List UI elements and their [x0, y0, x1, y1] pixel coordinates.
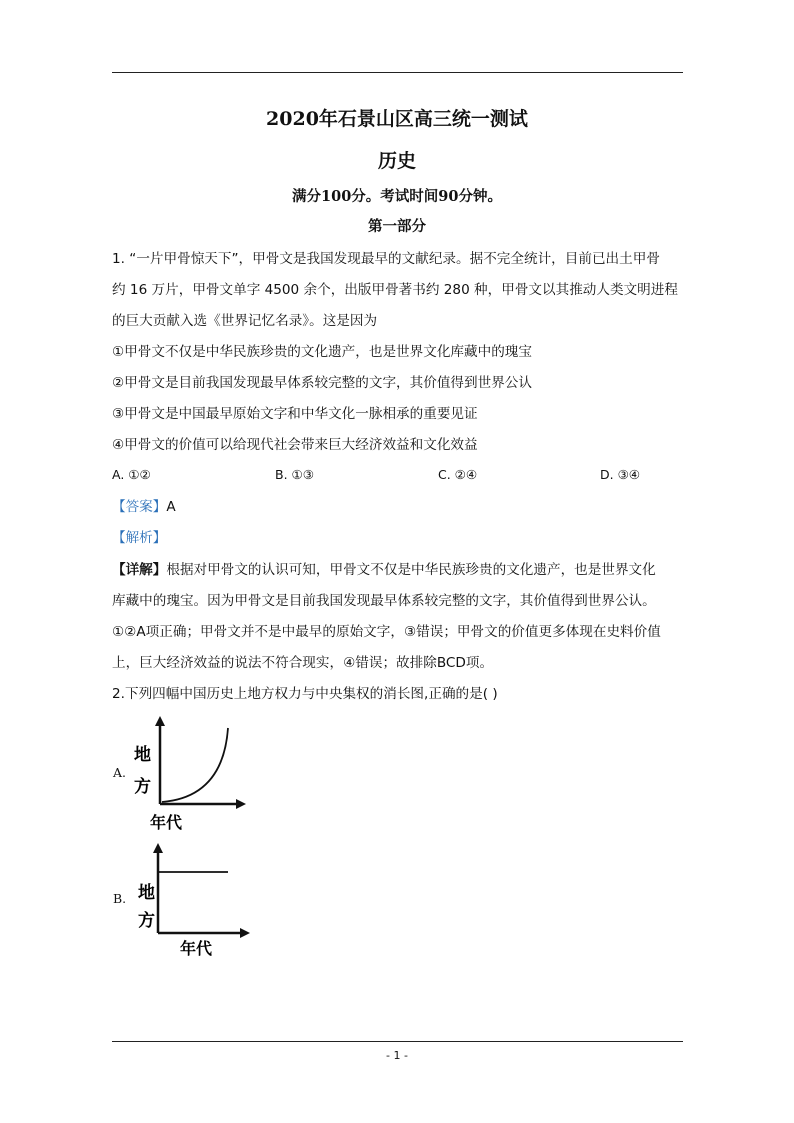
page-number: - 1 - [386, 1049, 408, 1062]
graph-b-label: B. [113, 891, 127, 906]
graph-b-x-text: 年代 [180, 939, 213, 958]
graph-a-x-text: 年代 [150, 813, 183, 832]
graph-b-y-text-1: 地 [138, 883, 155, 903]
graph-a-y-arrow [155, 716, 165, 726]
graph-b-y-arrow [153, 843, 163, 853]
bottom-rule [112, 1041, 683, 1042]
graph-b-x-arrow [240, 928, 250, 938]
q1-stem-line: 的巨大贡献入选《世界记忆名录》。这是因为 [112, 313, 378, 329]
graph-b [128, 838, 253, 963]
top-rule [112, 72, 683, 73]
exam-title: 2020年石景山区高三统一测试 [266, 108, 528, 130]
detail-text: 根据对甲骨文的认识可知，甲骨文不仅是中华民族珍贵的文化遗产，也是世界文化 [166, 562, 656, 578]
q1-detail-line: 上，巨大经济效益的说法不符合现实，④错误；故排除BCD项。 [112, 655, 494, 671]
graph-b-y-text-2: 方 [138, 911, 155, 931]
graph-a-curve [162, 728, 228, 802]
q1-answer [112, 497, 687, 517]
graph-a-y-text-1: 地 [134, 745, 151, 765]
q1-item: ②甲骨文是目前我国发现最早体系较完整的文字，其价值得到世界公认 [112, 375, 532, 391]
graph-a-label: A. [113, 765, 127, 780]
q1-option-d: D. ③④ [600, 467, 640, 482]
detail-tag: 【详解】 [112, 562, 167, 578]
analysis-tag: 【解析】 [112, 530, 167, 546]
q1-stem-line: 1. “一片甲骨惊天下”，甲骨文是我国发现最早的文献纪录。据不完全统计，目前已出土甲骨 [112, 251, 660, 267]
subject-title: 历史 [377, 150, 416, 172]
q1-item: ④甲骨文的价值可以给现代社会带来巨大经济效益和文化效益 [112, 437, 478, 453]
q1-option-a: A. ①② [112, 467, 151, 482]
graph-a [128, 712, 248, 832]
q1-item: ①甲骨文不仅是中华民族珍贵的文化遗产，也是世界文化库藏中的瑰宝 [112, 344, 532, 360]
q1-detail-line [112, 560, 687, 580]
part-title: 第一部分 [368, 218, 426, 235]
q1-detail-line: ①②A项正确；甲骨文并不是中最早的原始文字，③错误；甲骨文的价值更多体现在史料价值 [112, 624, 661, 640]
q2-stem: 2.下列四幅中国历史上地方权力与中央集权的消长图,正确的是( ) [112, 686, 498, 702]
exam-meta: 满分100分。考试时间90分钟。 [292, 188, 502, 205]
q1-stem-line: 约 16 万片，甲骨文单字 4500 余个，出版甲骨著书约 280 种，甲骨文以其推动人类文明进程 [112, 282, 678, 298]
q1-item: ③甲骨文是中国最早原始文字和中华文化一脉相承的重要见证 [112, 406, 478, 422]
graph-a-x-arrow [236, 799, 246, 809]
q1-option-b: B. ①③ [275, 467, 314, 482]
q1-analysis [112, 528, 687, 548]
answer-tag: 【答案】 [112, 499, 167, 515]
q1-detail-line: 库藏中的瑰宝。因为甲骨文是目前我国发现最早体系较完整的文字，其价值得到世界公认。 [112, 593, 656, 609]
q1-option-c: C. ②④ [438, 467, 478, 482]
graph-a-y-text-2: 方 [134, 777, 151, 797]
answer-value: A [166, 499, 176, 515]
